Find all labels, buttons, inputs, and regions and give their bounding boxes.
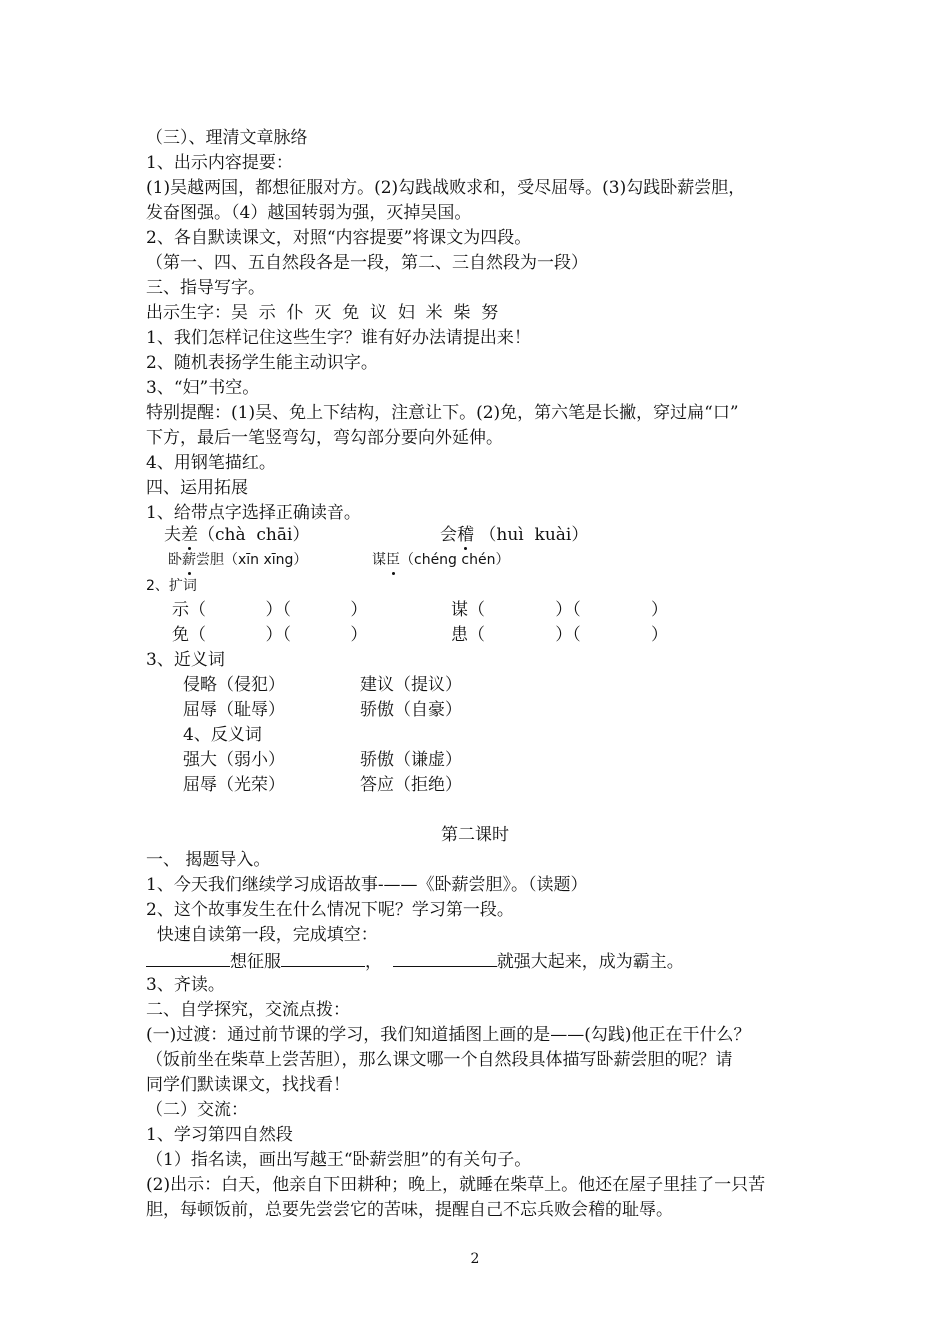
antonym-pair: 屈辱（光荣） — [183, 775, 285, 795]
antonym-pair: 骄傲（谦虚） — [360, 750, 462, 770]
text-line: （第一、四、五自然段各是一段，第二、三自然段为一段） — [146, 253, 588, 273]
text-line: 特别提醒：(1)吴、免上下结构，注意让下。(2)免，第六笔是长撇，穿过扁“口” — [146, 403, 739, 423]
text-line: 1、出示内容提要： — [146, 153, 293, 173]
text-line: (2)出示：白天，他亲自下田耕种；晚上，就睡在柴草上。他还在屋子里挂了一只苦 — [146, 1175, 766, 1195]
fill-text: ， — [365, 952, 382, 972]
text-line: 2、这个故事发生在什么情况下呢？学习第一段。 — [146, 900, 514, 920]
dotted-char: 薪 — [182, 548, 196, 572]
fill-text: 就强大起来，成为霸主。 — [496, 952, 684, 972]
fill-in-blank-line — [146, 948, 684, 974]
word-expansion-item: 免（ ）（ ） — [172, 625, 368, 645]
lesson-title: 第二课时 — [441, 825, 509, 845]
synonym-pair: 屈辱（耻辱） — [183, 700, 285, 720]
question-options: （chà chāi） — [198, 525, 310, 545]
fill-text: 想征服 — [230, 952, 281, 972]
page-number: 2 — [470, 1251, 480, 1267]
text-line: 3、齐读。 — [146, 975, 225, 995]
text-line: 2、随机表扬学生能主动识字。 — [146, 353, 378, 373]
text-line: （饭前坐在柴草上尝苦胆），那么课文哪一个自然段具体描写卧薪尝胆的呢？请 — [146, 1050, 733, 1070]
blank-field[interactable] — [393, 948, 497, 967]
text-line: 1、学习第四自然段 — [146, 1125, 293, 1145]
question-text: 谋 — [372, 552, 386, 568]
synonym-pair: 侵略（侵犯） — [183, 675, 285, 695]
word-expansion-item: 谋（ ）（ ） — [451, 600, 668, 620]
text-line: 2、各自默读课文，对照“内容提要”将课文为四段。 — [146, 228, 532, 248]
question-options: （chéng chén） — [400, 552, 510, 568]
blank-field[interactable] — [281, 948, 365, 967]
pinyin-question-1 — [164, 523, 309, 547]
text-line: 4、用钢笔描红。 — [146, 453, 276, 473]
antonym-pair: 强大（弱小） — [183, 750, 285, 770]
text-line: 胆，每顿饭前，总要先尝尝它的苦味，提醒自己不忘兵败会稽的耻辱。 — [146, 1200, 673, 1220]
blank-field[interactable] — [146, 948, 230, 967]
word-expansion-item: 患（ ）（ ） — [451, 625, 668, 645]
section-heading: 四、运用拓展 — [146, 478, 248, 498]
text-line: 快速自读第一段，完成填空： — [146, 925, 378, 945]
antonym-pair: 答应（拒绝） — [360, 775, 462, 795]
text-line: 4、反义词 — [183, 725, 262, 745]
synonym-pair: 建议（提议） — [360, 675, 462, 695]
section-heading: 三、指导写字。 — [146, 278, 265, 298]
text-line: (一)过渡：通过前节课的学习，我们知道插图上画的是——(勾践)他正在干什么？ — [146, 1025, 751, 1045]
text-line: 2、扩词 — [146, 578, 197, 594]
dotted-char: 差 — [181, 525, 198, 545]
text-line: 1、我们怎样记住这些生字？谁有好办法请提出来！ — [146, 328, 531, 348]
text-line: 出示生字：吴 示 仆 灭 免 议 妇 米 柴 努 — [146, 303, 499, 323]
question-text: 卧 — [168, 552, 182, 568]
text-line: 同学们默读课文，找找看！ — [146, 1075, 350, 1095]
text-line: 3、“妇”书空。 — [146, 378, 260, 398]
text-line: （1）指名读，画出写越王“卧薪尝胆”的有关句子。 — [146, 1150, 532, 1170]
dotted-char: 臣 — [386, 548, 400, 572]
section-heading: 一、 揭题导入。 — [146, 850, 271, 870]
question-options: （huì kuài） — [474, 525, 589, 545]
text-line: 发奋图强。（4）越国转弱为强，灭掉吴国。 — [146, 203, 472, 223]
pinyin-question-2 — [440, 523, 588, 547]
dotted-char: 稽 — [457, 525, 474, 545]
synonym-pair: 骄傲（自豪） — [360, 700, 462, 720]
question-text: 夫 — [164, 525, 181, 545]
question-text: 会 — [440, 525, 457, 545]
question-options: 尝胆（xīn xīng） — [196, 552, 308, 568]
text-line: 1、今天我们继续学习成语故事-——《卧薪尝胆》。（读题） — [146, 875, 588, 895]
text-line: 下方，最后一笔竖弯勾，弯勾部分要向外延伸。 — [146, 428, 503, 448]
word-expansion-item: 示（ ）（ ） — [172, 600, 368, 620]
text-line: 1、给带点字选择正确读音。 — [146, 503, 361, 523]
text-line: 3、近义词 — [146, 650, 225, 670]
text-line: （二）交流： — [146, 1100, 248, 1120]
section-heading: （三）、理清文章脉络 — [146, 128, 308, 148]
pinyin-question-4 — [372, 548, 509, 572]
pinyin-question-3 — [168, 548, 307, 572]
text-line: (1)吴越两国，都想征服对方。(2)勾践战败求和，受尽屈辱。(3)勾践卧薪尝胆， — [146, 178, 746, 198]
section-heading: 二、自学探究，交流点拨： — [146, 1000, 350, 1020]
